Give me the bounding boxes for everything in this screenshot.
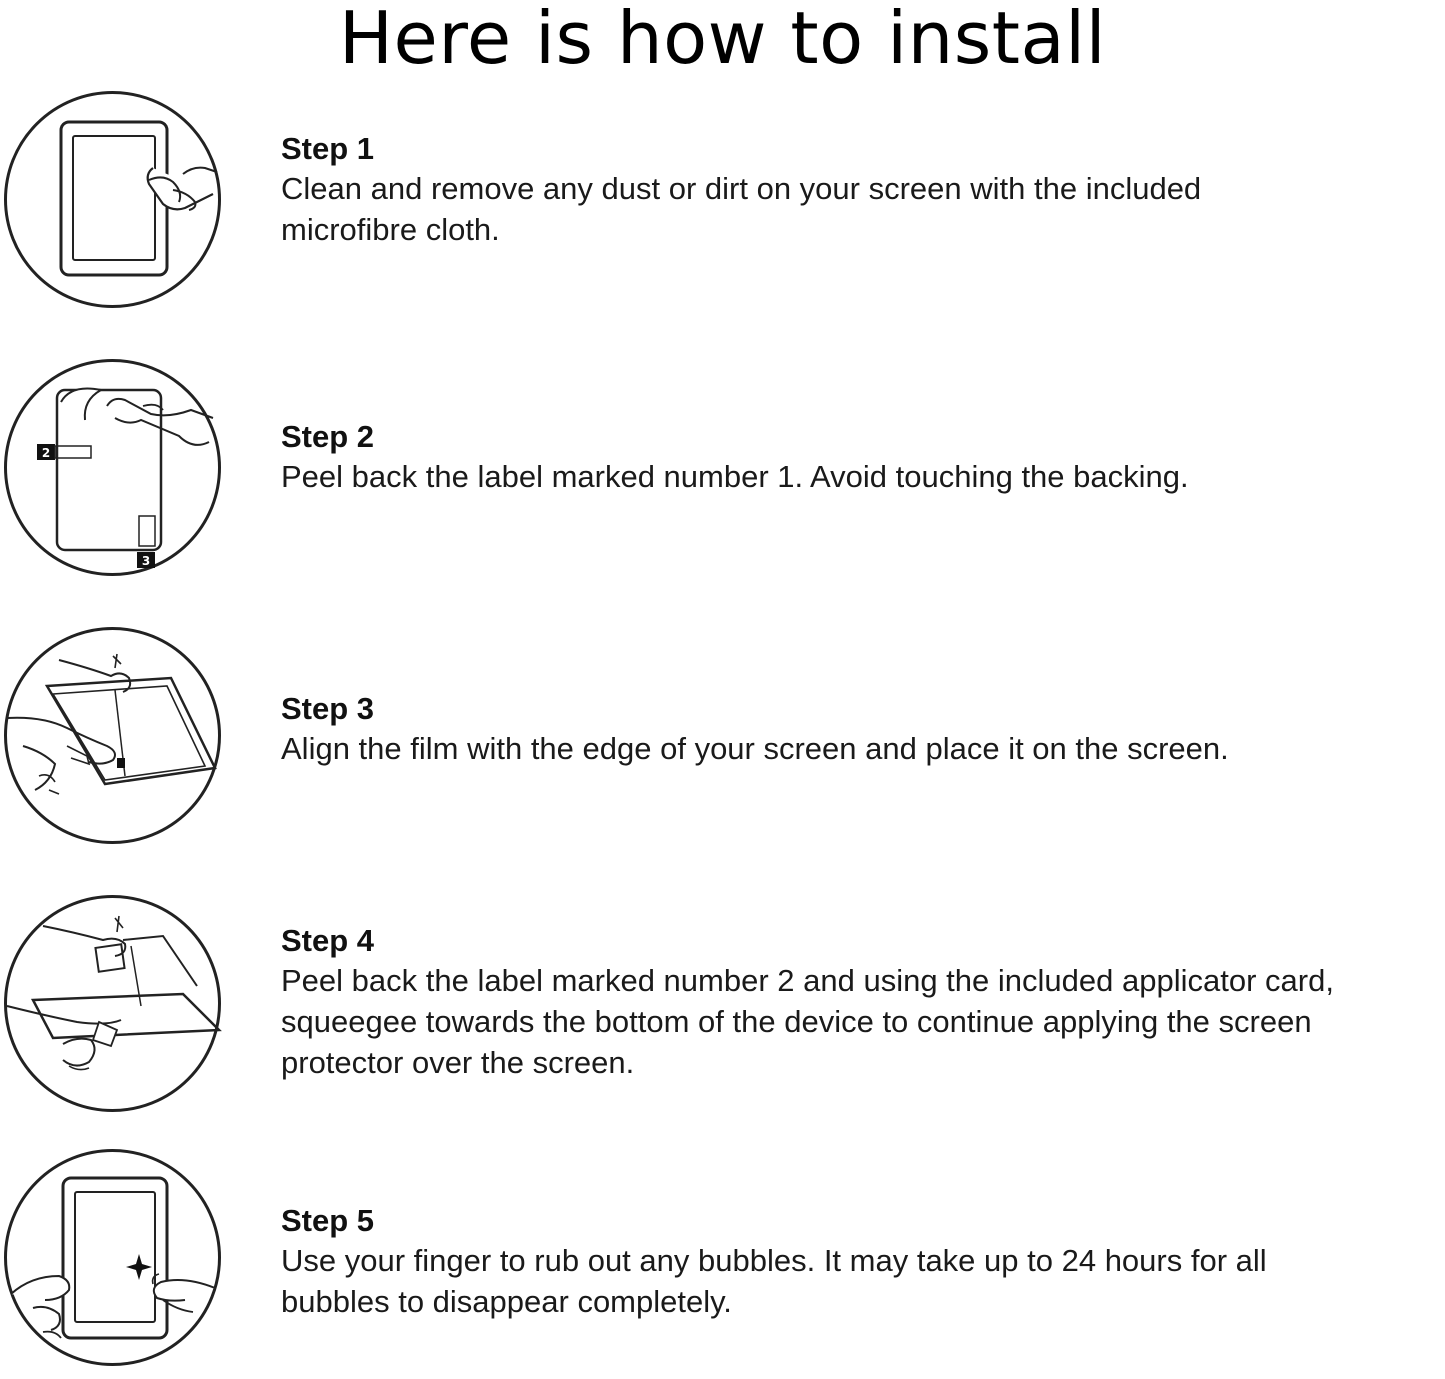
squeegee-illustration: [3, 894, 222, 1113]
step-5-description: Use your finger to rub out any bubbles. It may take up to 24 hours for all bubbles to disappear completely.: [281, 1243, 1267, 1319]
label-mark-2: 2: [41, 446, 51, 460]
page-title: Here is how to install: [338, 0, 1107, 80]
align-film-illustration: [3, 626, 222, 845]
step-1-description: Clean and remove any dust or dirt on your screen with the included microfibre cloth.: [281, 171, 1202, 247]
step-2-description: Peel back the label marked number 1. Avoid touching the backing.: [281, 459, 1189, 494]
step-3-text: [281, 690, 1441, 769]
step-3-heading: Step 3: [281, 691, 375, 726]
step-5-text: [281, 1202, 1441, 1322]
step-2-heading: Step 2: [281, 419, 375, 454]
step-4-text: [281, 922, 1441, 1083]
step-3-description: Align the film with the edge of your screen and place it on the screen.: [281, 731, 1229, 766]
wipe-screen-illustration: [3, 90, 222, 309]
step-4-description: Peel back the label marked number 2 and using the included applicator card, squeegee towards the bottom of the device to continue applying the screen protector over the screen.: [281, 963, 1334, 1080]
label-mark-3: 3: [141, 554, 151, 568]
peel-label-illustration: [3, 358, 222, 577]
step-2-text: [281, 418, 1441, 497]
step-5-heading: Step 5: [281, 1203, 375, 1238]
rub-bubbles-illustration: [3, 1148, 222, 1367]
step-1-text: [281, 130, 1441, 250]
step-4-heading: Step 4: [281, 923, 375, 958]
step-1-heading: Step 1: [281, 131, 375, 166]
